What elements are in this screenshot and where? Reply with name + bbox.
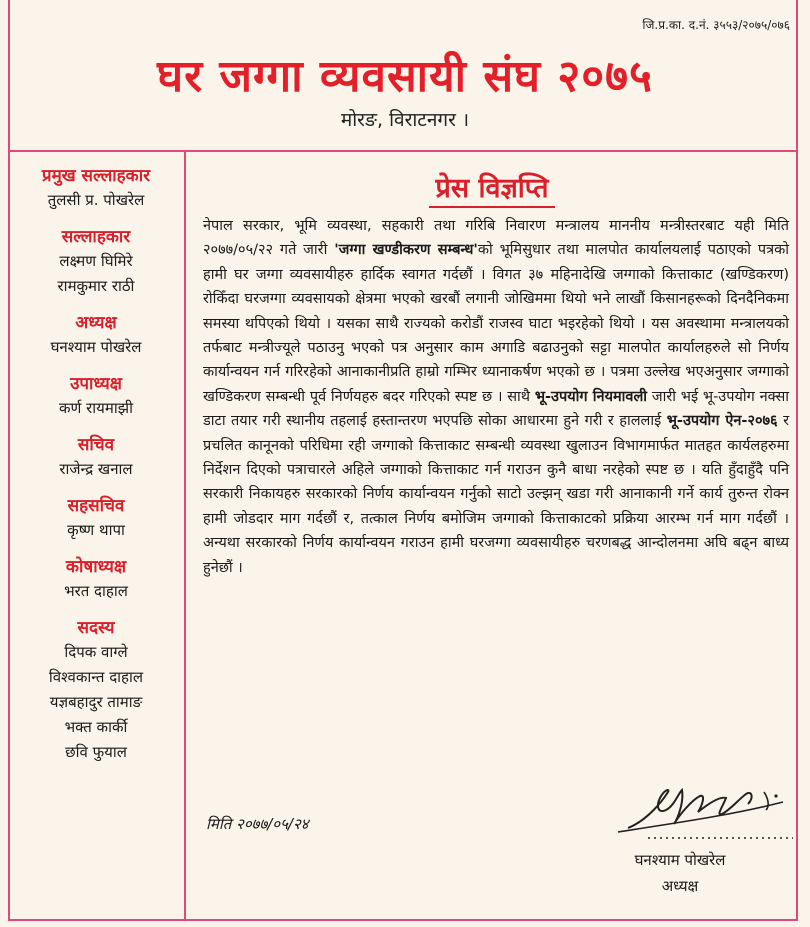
press-release-body (203, 214, 789, 580)
group-vice-president (10, 372, 182, 421)
member-name: घनश्याम पोखरेल (50, 338, 142, 356)
committee-sidebar (10, 160, 182, 765)
member-name: यज्ञबहादुर तामाङ (49, 693, 143, 711)
member-name: कर्ण रायमाझी (59, 399, 133, 417)
organization-location: मोरङ, विराटनगर । (340, 109, 470, 131)
role-label: प्रमुख सल्लाहकार (41, 166, 151, 186)
group-chief-advisor (10, 164, 182, 213)
body-bold-text: भू-उपयोग नियमावली (534, 388, 648, 405)
role-label: सचिव (77, 435, 115, 455)
member-name: छवि फुयाल (65, 743, 127, 761)
press-release-heading (186, 168, 798, 205)
member-name: लक्ष्मण घिमिरे (59, 252, 133, 270)
signature-image (608, 780, 798, 842)
role-label: अध्यक्ष (75, 313, 117, 333)
member-name: विश्वकान्त दाहाल (48, 668, 144, 686)
member-name: दिपक वाग्ले (64, 643, 128, 661)
organization-title: घर जग्गा व्यवसायी संघ २०७५ (157, 51, 653, 102)
role-label: कोषाध्यक्ष (65, 557, 127, 577)
member-name: राजेन्द्र खनाल (59, 460, 133, 478)
group-president (10, 311, 182, 360)
release-date: मिति २०७७/०५/२४ (206, 815, 309, 833)
member-name: तुलसी प्र. पोखरेल (47, 191, 145, 209)
group-treasurer (10, 555, 182, 604)
role-label: सहसचिव (67, 496, 125, 516)
group-advisors (10, 225, 182, 299)
member-name: भक्त कार्की (64, 718, 128, 736)
press-release-title: प्रेस विज्ञप्ति (429, 173, 554, 208)
member-name: रामकुमार राठी (57, 277, 135, 295)
body-text: नेपाल सरकार, भूमि व्यवस्था, सहकारी तथा गरिबि निवारण मन्त्रालय माननीय मन्त्रीस्तरबाट यही मिति २०७७/०५/२२ गते जारी (203, 218, 789, 259)
body-bold-text: भू-उपयोग ऐन-२०७६ (666, 413, 778, 430)
registration-number: जि.प्र.का. द.नं. ३५५३/२०७५/०७६ (642, 18, 790, 32)
member-name: कृष्ण थापा (67, 521, 125, 539)
group-secretary (10, 433, 182, 482)
role-label: उपाध्यक्ष (70, 374, 122, 394)
sidebar-divider (184, 152, 186, 921)
body-bold-text: 'जग्गा खण्डीकरण सम्बन्ध' (334, 242, 478, 259)
role-label: सदस्य (77, 618, 115, 638)
role-label: सल्लाहकार (61, 227, 131, 247)
group-members (10, 616, 182, 765)
body-text: को भूमिसुधार तथा मालपोत कार्यालयलाई पठाएको पत्रको हामी घर जग्गा व्यवसायीहरु हार्दिक स्वागत गर्दछौं । विगत ३७ महिनादेखि जग्गाको कित्ताकाट (खण्डिकरण) रोकिँदा घरजग्गा व्यवसायको क्षेत्रमा भएको खरबौं लगानी जोखिममा थियो भने लाखौं किसानहरूको दिनदैनिकमा समस्या थपिएको थियो । यसका साथै राज्यको करोडौं राजस्व घाटा भइरहेको थियो । यस अवस्थामा मन्त्रालयको तर्फबाट मन्त्रीज्यूले पठाउनु भएको पत्र अनुसार काम अगाडि बढाउनुको सट्टा मालपोत कार्यालहरुले सो निर्णय कार्यान्वयन गर्न गरिरहेको आनाकानीप्रति हाम्रो गम्भिर ध्यानाकर्षण भएको छ । पत्रमा उल्लेख भएअनुसार जग्गाको खण्डिकरण सम्बन्धी पूर्व निर्णयहरु बदर गरिएको स्पष्ट छ । साथै (203, 242, 789, 405)
header-divider (8, 150, 798, 152)
signatory-name: घनश्याम पोखरेल (634, 851, 726, 869)
group-joint-secretary (10, 494, 182, 543)
body-text: र प्रचलित कानूनको परिधिमा रही जग्गाको कित्ताकाट सम्बन्धी व्यवस्था खुलाउन विभागमार्फत मातहत कार्यलहरुमा निर्देशन दिएको पत्राचारले अहिले जग्गाको कित्ताकाट गर्न गराउन कुनै बाधा नरहेको स्पष्ट छ । यति हुँदाहुँदै पनि सरकारी निकायहरु सरकारको निर्णय कार्यान्वयन गर्नुको साटो उल्झन् खडा गरी आनाकानी गर्ने कार्य तुरुन्त रोक्न हामी जोडदार माग गर्दछौं र, तत्काल निर्णय बमोजिम जग्गाको कित्ताकाटको प्रक्रिया आरम्भ गर्न माग गर्दछौं । अन्यथा सरकारको निर्णय कार्यान्वयन गराउन हामी घरजग्गा व्यवसायीहरु चरणबद्ध आन्दोलनमा अघि बढ्न बाध्य हुनेछौं । (203, 413, 790, 576)
signatory-title: अध्यक्ष (661, 877, 699, 895)
body-text: जारी भई भू-उपयोग नक्सा डाटा तयार गरी स्थानीय तहलाई हस्तान्तरण भएपछि सोका आधारमा हुने गरी र हाललाई (203, 388, 790, 430)
member-name: भरत दाहाल (64, 582, 128, 600)
